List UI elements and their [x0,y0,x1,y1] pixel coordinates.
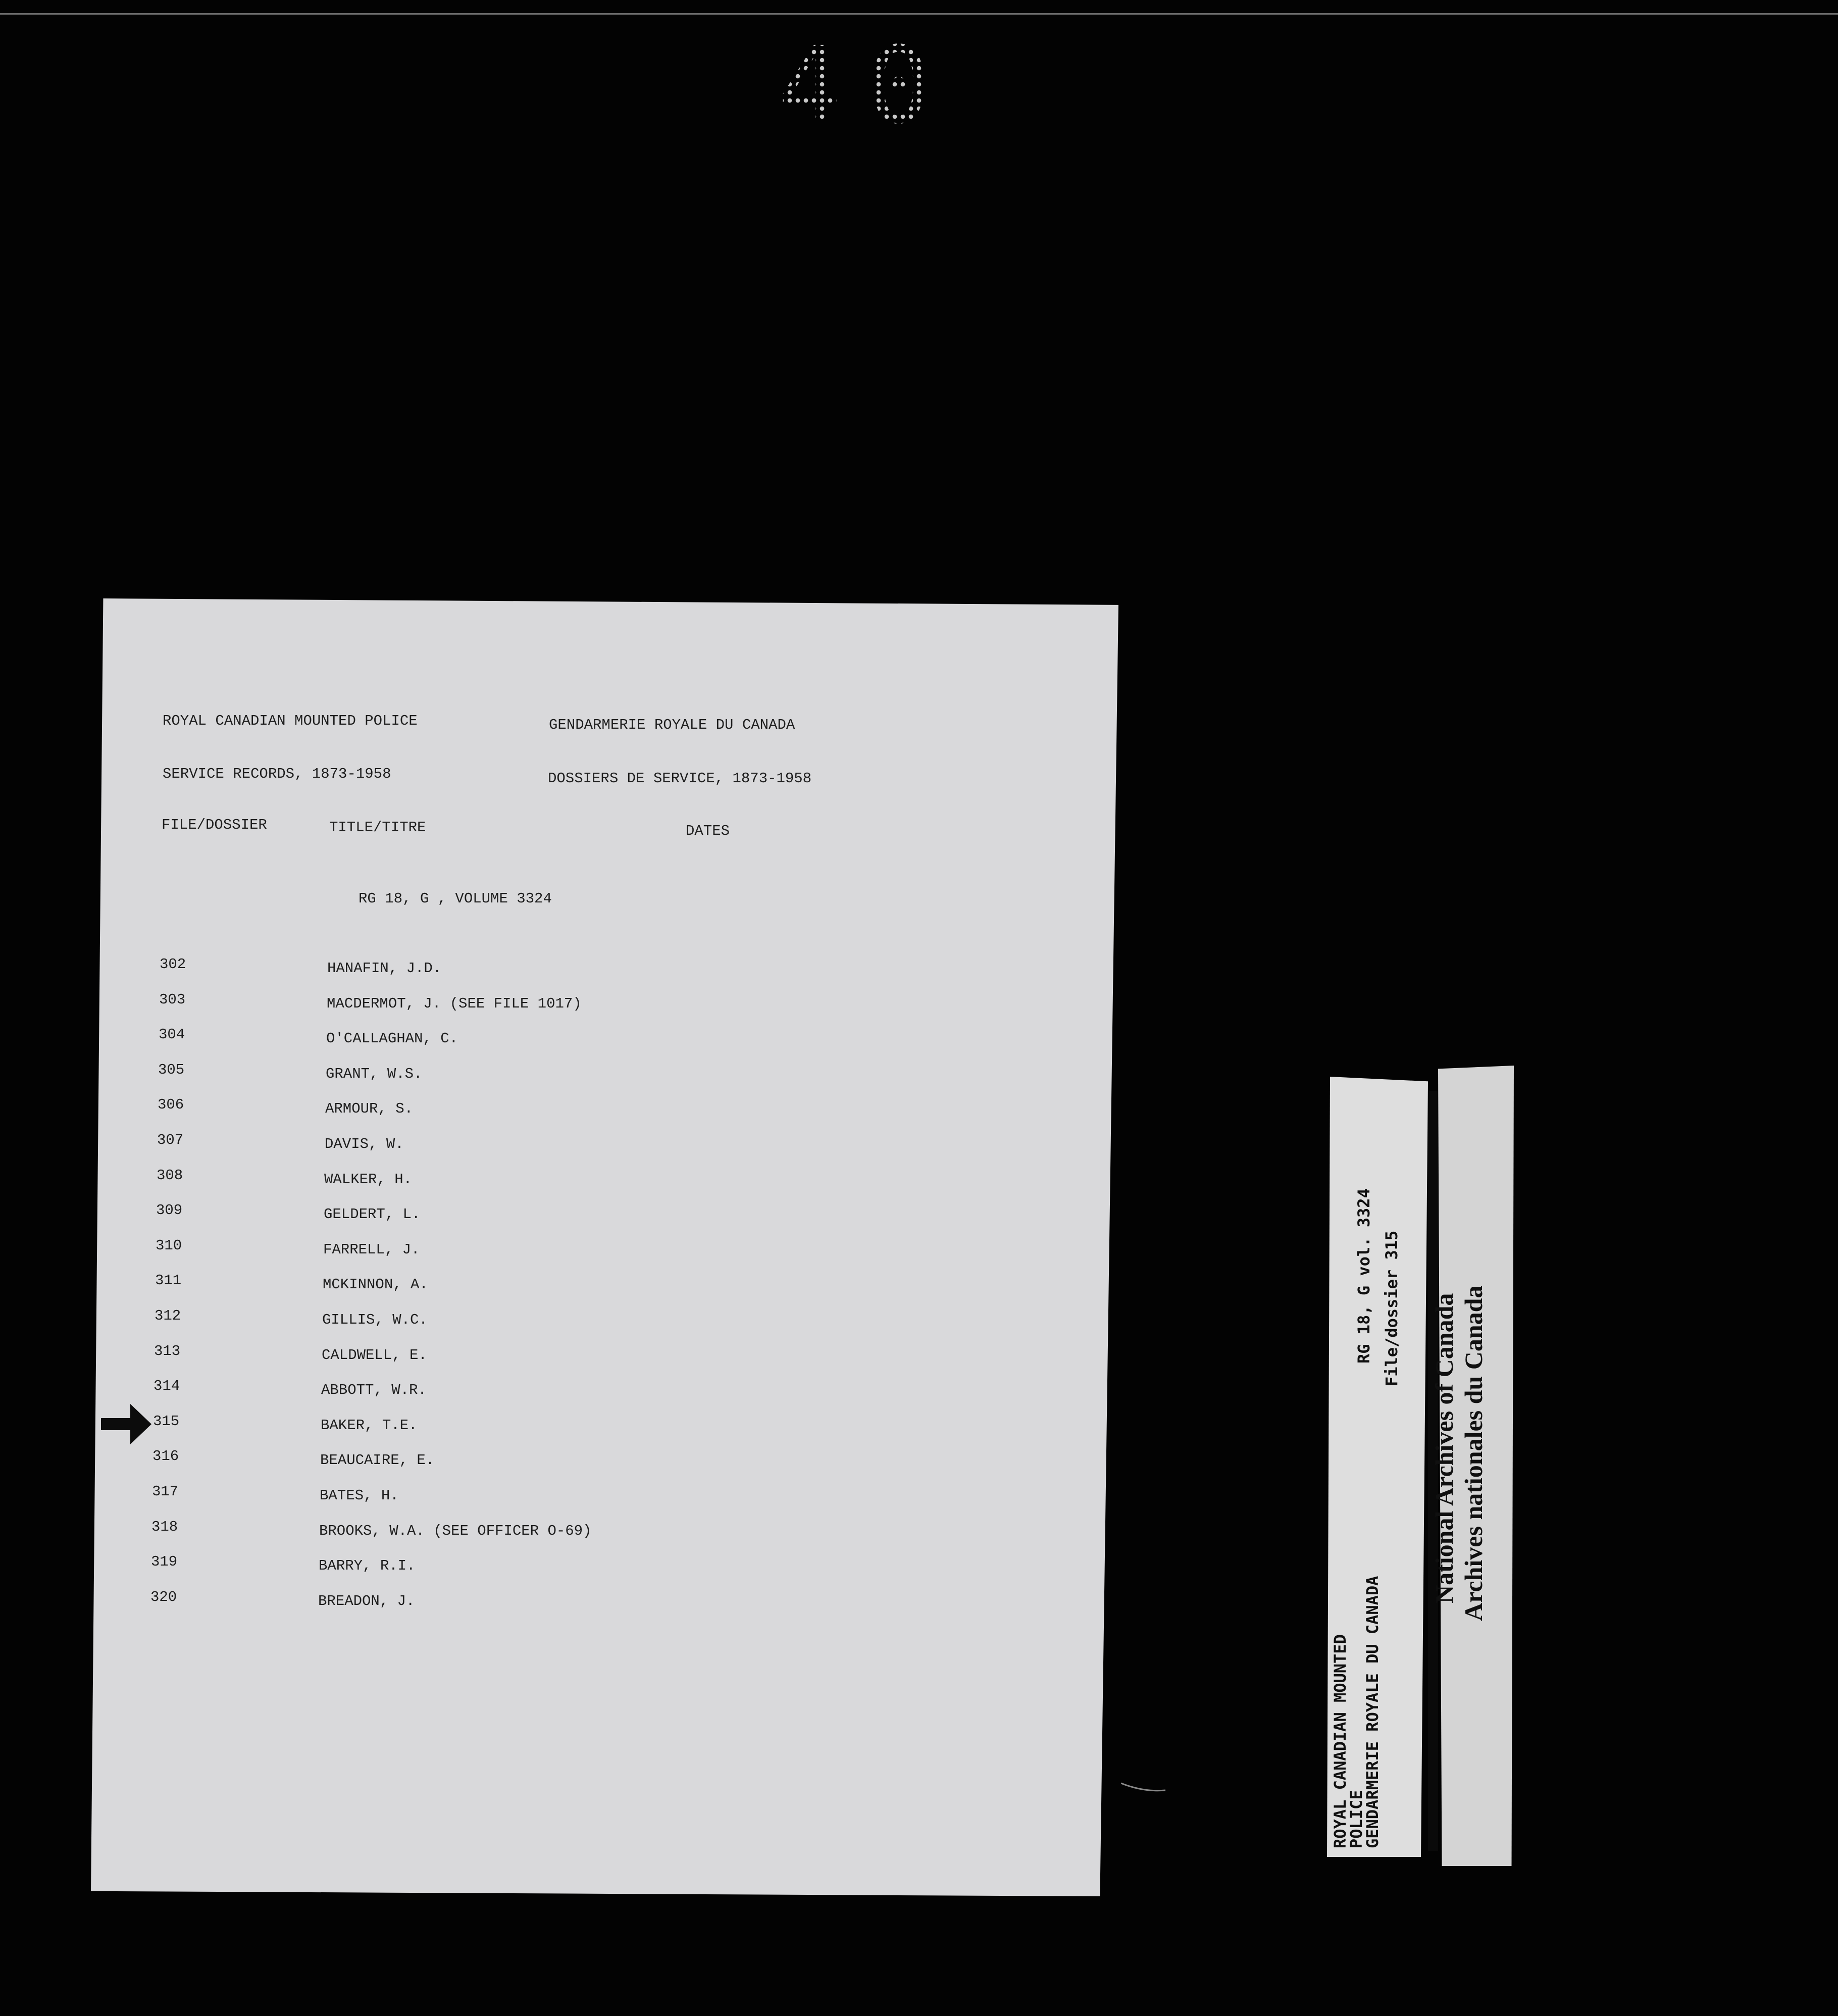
pointer-arrow-icon [101,1404,151,1444]
file-title: GRANT, W.S. [326,1066,423,1082]
file-title: ABBOTT, W.R. [321,1382,427,1398]
label-archive-fr: Archives nationales du Canada [1459,1285,1488,1621]
frame-number-text: 40 [778,24,956,147]
file-number: 314 [154,1378,180,1394]
file-number: 306 [158,1096,184,1113]
file-number: 309 [156,1202,183,1219]
file-title: BATES, H. [320,1487,399,1504]
file-number: 319 [151,1553,178,1570]
file-number: 315 [153,1413,180,1430]
file-title: MACDERMOT, J. (SEE FILE 1017) [327,995,582,1012]
column-header-title: TITLE/TITRE [329,819,426,836]
file-number: 312 [155,1307,181,1324]
header-records-en: SERVICE RECORDS, 1873-1958 [163,766,391,782]
file-title: HANAFIN, J.D. [327,960,442,977]
label-file-reference: File/dossier 315 [1382,1230,1401,1386]
file-title: BROOKS, W.A. (SEE OFFICER O-69) [319,1523,592,1539]
film-scratch [1121,1780,1166,1795]
file-title: BREADON, J. [318,1593,415,1609]
file-title: ARMOUR, S. [325,1100,414,1117]
file-number: 316 [152,1448,179,1465]
file-title: GILLIS, W.C. [322,1312,428,1328]
header-agency-en: ROYAL CANADIAN MOUNTED POLICE [163,713,418,729]
file-number: 320 [150,1589,177,1605]
file-title: MCKINNON, A. [323,1276,428,1293]
column-header-dates: DATES [686,823,730,839]
file-title: DAVIS, W. [325,1136,404,1152]
file-title: GELDERT, L. [324,1206,421,1223]
file-number: 318 [151,1519,178,1535]
document-page [91,598,1118,1896]
label-volume-reference: RG 18, G vol. 3324 [1354,1188,1373,1364]
label-agency-line1: ROYAL CANADIAN MOUNTED [1331,1634,1350,1848]
file-title: O'CALLAGHAN, C. [326,1030,458,1047]
file-number: 302 [160,956,186,973]
file-number: 303 [159,991,186,1008]
volume-reference: RG 18, G , VOLUME 3324 [359,890,552,907]
file-title: FARRELL, J. [323,1241,420,1258]
file-title: CALDWELL, E. [322,1347,427,1364]
file-number: 317 [152,1483,179,1500]
label-agency-line2: POLICE [1347,1790,1366,1848]
file-title: BAKER, T.E. [321,1417,418,1434]
file-title: BARRY, R.I. [319,1557,416,1574]
header-records-fr: DOSSIERS DE SERVICE, 1873-1958 [548,770,812,787]
label-archive-en: National Archives of Canada [1430,1293,1458,1603]
label-agency-line3: GENDARMERIE ROYALE DU CANADA [1363,1576,1382,1848]
file-number: 307 [157,1132,184,1148]
file-number: 305 [158,1062,185,1078]
file-number: 304 [159,1026,185,1043]
file-title: WALKER, H. [324,1171,413,1188]
file-number: 313 [154,1343,181,1359]
file-number: 308 [157,1167,183,1184]
file-title: BEAUCAIRE, E. [320,1452,435,1469]
frame-edge-rule [0,13,1838,15]
file-number: 311 [155,1272,182,1289]
file-number: 310 [156,1237,182,1254]
frame-number [778,24,959,147]
column-header-file: FILE/DOSSIER [162,817,267,833]
header-agency-fr: GENDARMERIE ROYALE DU CANADA [549,717,795,733]
